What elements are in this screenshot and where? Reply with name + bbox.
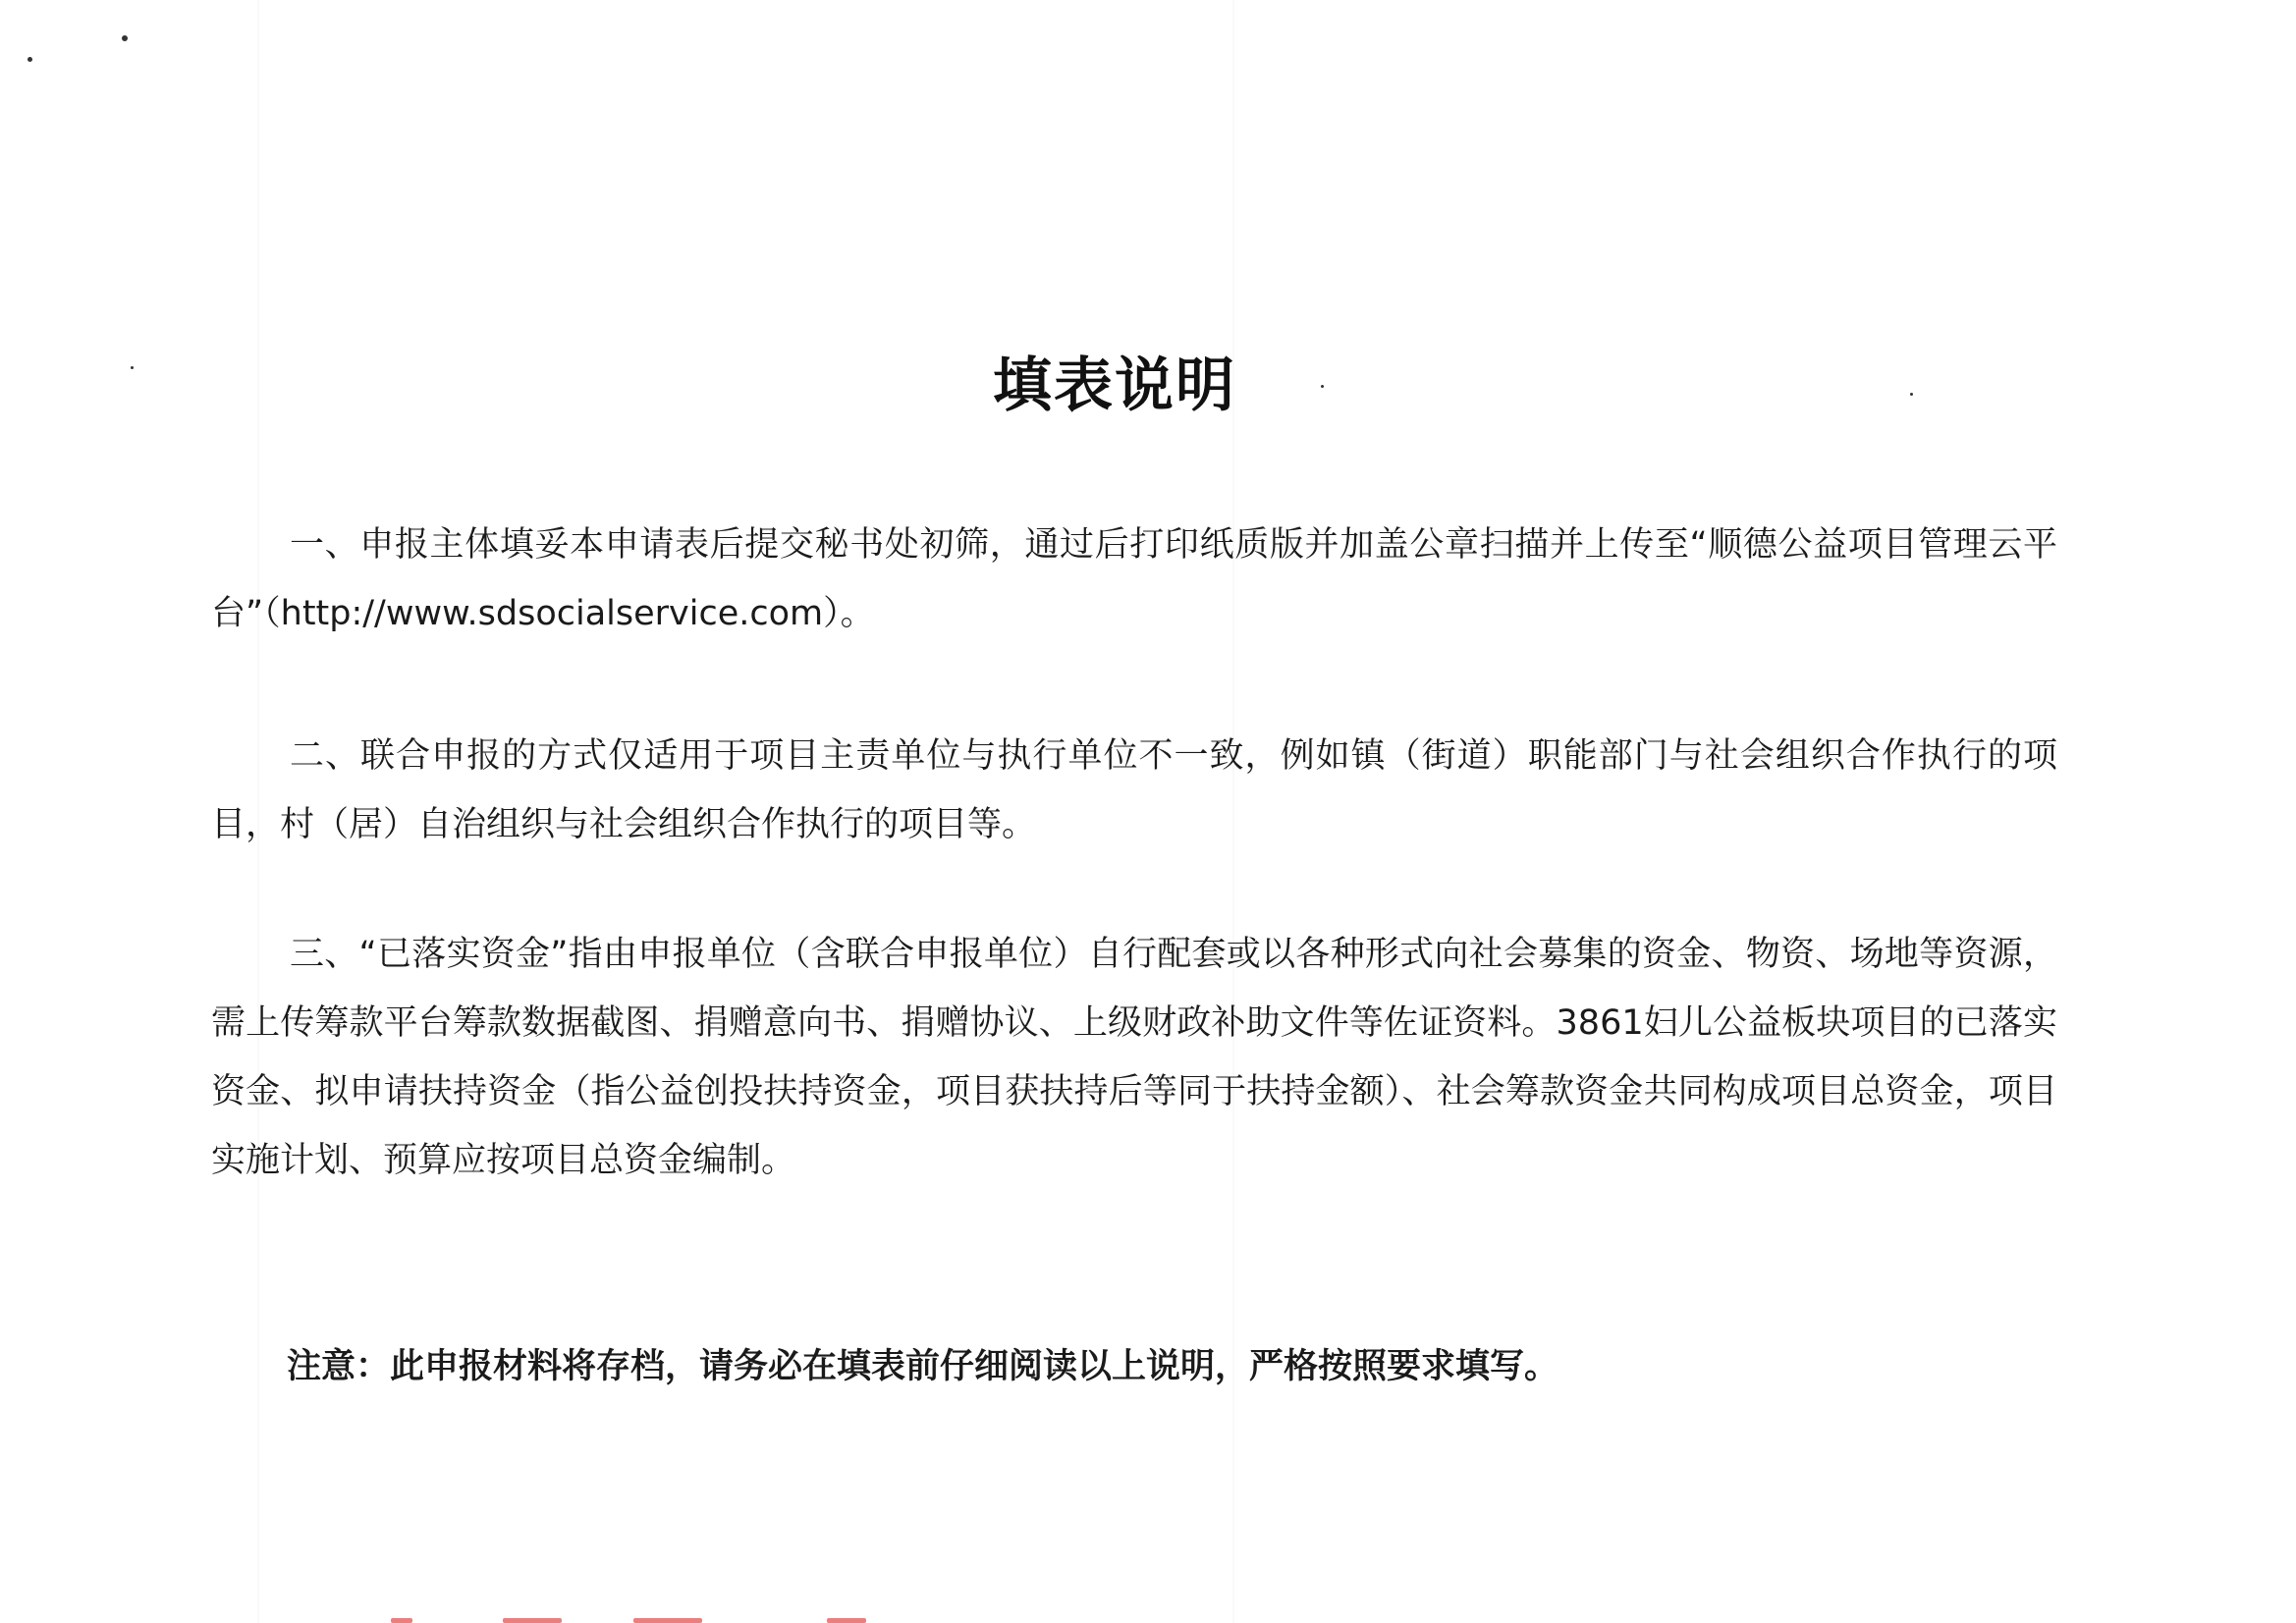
scan-speck [27,57,32,62]
notice-text: 注意：此申报材料将存档，请务必在填表前仔细阅读以上说明，严格按照要求填写。 [287,1346,1559,1386]
page-title: 填表说明 [993,352,1236,420]
instruction-paragraph-3: 三、“已落实资金”指由申报单位（含联合申报单位）自行配套或以各种形式向社会募集的资金、物资、场地等资源，需上传筹款平台筹款数据截图、捐赠意向书、捐赠协议、上级财政补助文件等佐证资料。3861妇儿公益板块项目的已落实资金、拟申请扶持资金（指公益创投扶持资金，项目获扶持后等同于扶持金额）、社会筹款资金共同构成项目总资金，项目实施计划、预算应按项目总资金编制。 [211,935,2057,1180]
instruction-paragraph-1: 一、申报主体填妥本申请表后提交秘书处初筛，通过后打印纸质版并加盖公章扫描并上传至“顺德公益项目管理云平台”（http://www.sdsocialservice.com）。 [211,525,2057,633]
stamp-edge-marks [383,1605,1070,1623]
stamp-mark [391,1618,412,1623]
stamp-mark [633,1618,702,1623]
instruction-paragraph-2: 二、联合申报的方式仅适用于项目主责单位与执行单位不一致，例如镇（街道）职能部门与社会组织合作执行的项目，村（居）自治组织与社会组织合作执行的项目等。 [211,736,2057,844]
stamp-mark [827,1618,866,1623]
scan-speck [122,35,128,41]
stamp-mark [503,1618,562,1623]
